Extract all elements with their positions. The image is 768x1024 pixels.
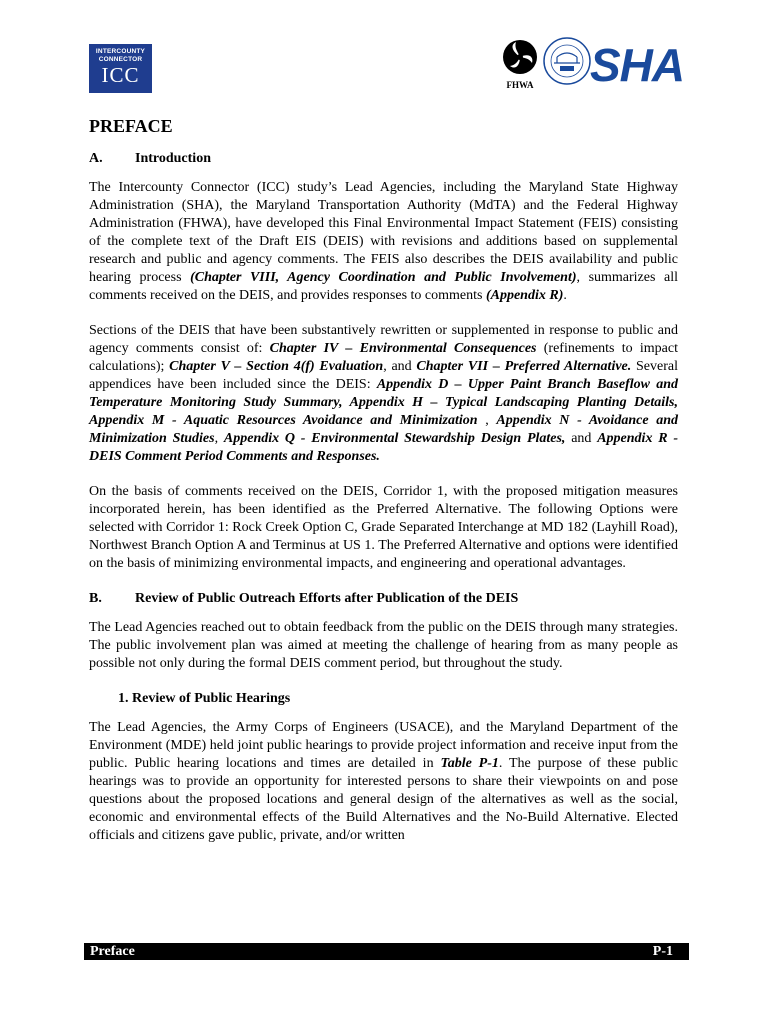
section-a-paragraph-1: The Intercounty Connector (ICC) study’s Lead Agencies, including the Maryland State Highway Administration (SHA), the Maryland Transportation Authority (MdTA) and the Federal Highway Administration (FHWA), have developed this Final Environmental Impact Statement (FEIS) consisting of the complete text of the Draft EIS (DEIS) with revisions and additions based on supplemental research and public and agency comments. The FEIS also describes the DEIS availability and public hearing process (Chapter VIII, Agency Coordination and Public Involvement), summarizes all comments received on the DEIS, and provides responses to comments (Appendix R). xyxy=(89,180,678,303)
document-body xyxy=(89,114,678,845)
section-b-paragraph-2: The Lead Agencies, the Army Corps of Engineers (USACE), and the Maryland Department of the Environment (MDE) held joint public hearings to provide project information and receive input from the public. Public hearing locations and times are detailed in Table P-1. The purpose of these public hearings was to provide an opportunity for interested persons to share their viewpoints on and pose questions about the proposed locations and general design of the alternatives as well as the social, economic and environmental effects of the Build Alternatives and the No-Build Alternative. Elected officials and citizens gave public, private, and/or written xyxy=(89,720,678,843)
page-footer xyxy=(84,943,689,960)
icc-logo-line3: ICC xyxy=(101,63,140,87)
section-a-number: A. xyxy=(89,151,103,166)
section-a-title: Introduction xyxy=(135,151,211,166)
fhwa-label: FHWA xyxy=(506,80,534,90)
section-b-paragraph-1: The Lead Agencies reached out to obtain feedback from the public on the DEIS through many strategies. The public involvement plan was aimed at meeting the challenge of hearing from as many people as possible not only during the formal DEIS comment period, but throughout the study. xyxy=(89,620,678,671)
section-a-paragraph-3: On the basis of comments received on the DEIS, Corridor 1, with the proposed mitigation measures incorporated herein, has been identified as the Preferred Alternative. The following Options were selected with Corridor 1: Rock Creek Option C, Grade Separated Interchange at MD 182 (Layhill Road), Northwest Branch Option A and Terminus at US 1. The Preferred Alternative and options were identified on the basis of minimizing environmental impacts, and engineering and operational advantages. xyxy=(89,484,678,571)
sha-logo: SHA xyxy=(590,39,685,91)
footer-section-label: Preface xyxy=(90,944,135,959)
footer-page-number: P-1 xyxy=(652,944,673,959)
page-title: PREFACE xyxy=(89,116,173,136)
section-b-heading xyxy=(89,590,678,608)
icc-logo-line1: INTERCOUNTY xyxy=(95,48,146,55)
section-a-paragraph-2: Sections of the DEIS that have been substantively rewritten or supplemented in response to public and agency comments consist of: Chapter IV – Environmental Consequences (refinements to impact calculations); Chapter V – Section 4(f) Evaluation, and Chapter VII – Preferred Alternative. Several appendices have been included since the DEIS: Appendix D – Upper Paint Branch Baseflow and Temperature Monitoring Study Summary, Appendix H – Typical Landscaping Planting Details, Appendix M - Aquatic Resources Avoidance and Minimization , Appendix N - Avoidance and Minimization Studies, Appendix Q - Environmental Stewardship Design Plates, and Appendix R - DEIS Comment Period Comments and Responses. xyxy=(89,323,679,464)
subsection-1-heading: 1. Review of Public Hearings xyxy=(118,691,291,706)
mdta-seal-icon xyxy=(542,36,592,86)
icc-logo xyxy=(89,44,152,93)
section-a-heading xyxy=(89,150,678,168)
section-b-title: Review of Public Outreach Efforts after Publication of the DEIS xyxy=(135,591,519,606)
icc-logo-line2: CONNECTOR xyxy=(98,56,143,63)
section-b-number: B. xyxy=(89,591,102,606)
